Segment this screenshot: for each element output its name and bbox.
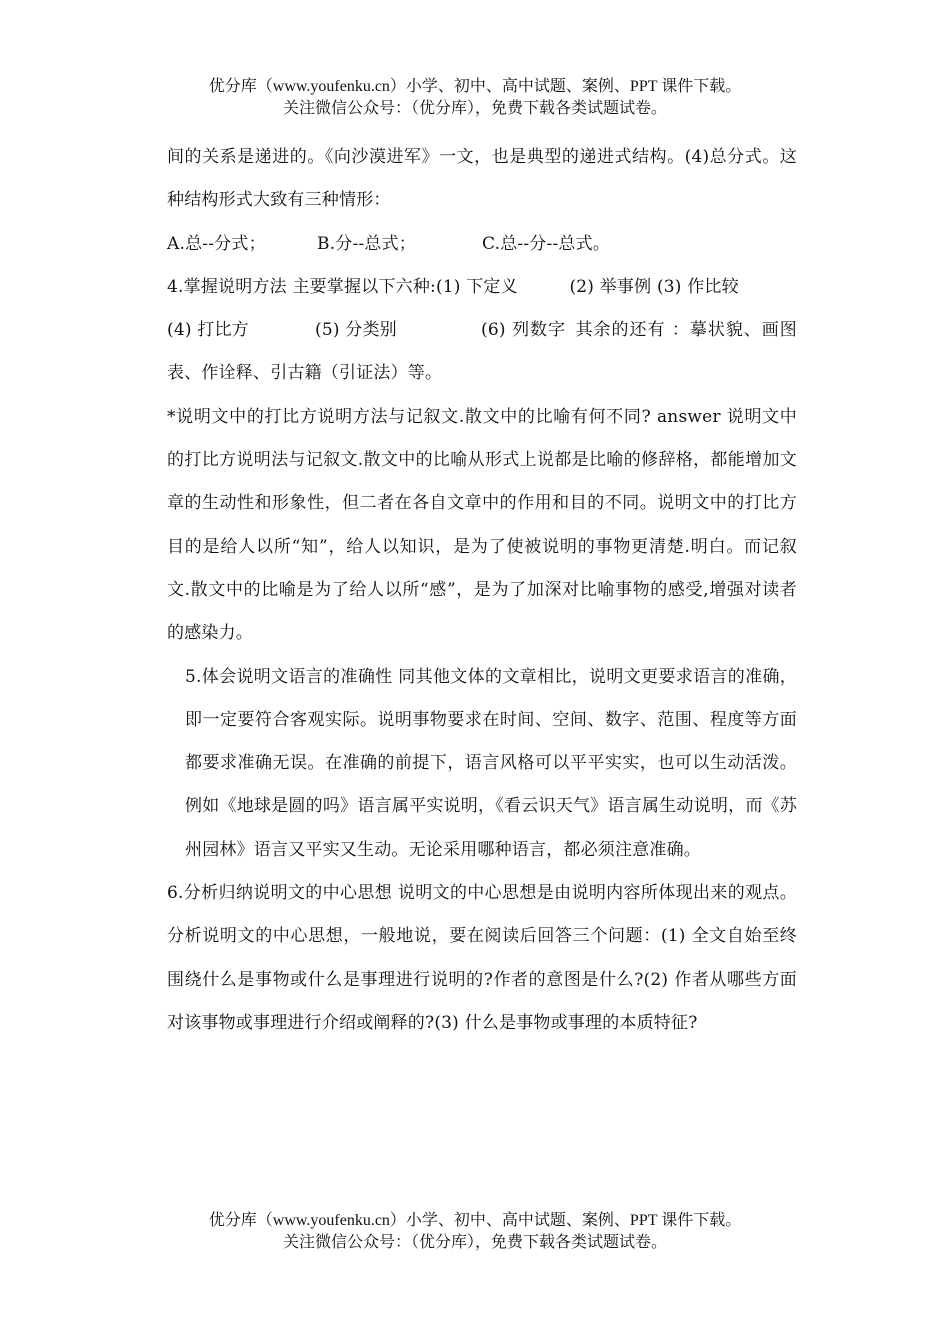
page-header	[0, 76, 950, 120]
type-b: B.分--总式；	[317, 233, 416, 254]
document-body	[167, 136, 797, 1045]
method-example: (2) 举事例	[569, 276, 652, 297]
methods-intro: 4.掌握说明方法 主要掌握以下六种:(1) 下定义	[167, 276, 518, 297]
method-analogy: (4) 打比方	[167, 320, 249, 341]
footer-line-2: 关注微信公众号：（优分库），免费下载各类试题试卷。	[282, 1234, 667, 1251]
paragraph-explanation-methods	[167, 266, 797, 309]
footer-line-1: 优分库（www.youfenku.cn）小学、初中、高中试题、案例、PPT 课件下载。	[208, 1212, 742, 1229]
header-line-1: 优分库（www.youfenku.cn）小学、初中、高中试题、案例、PPT 课件下载。	[208, 78, 742, 95]
paragraph-structure-types	[167, 223, 797, 266]
paragraph-central-idea: 6.分析归纳说明文的中心思想 说明文的中心思想是由说明内容所体现出来的观点。分析说明文的中心思想，一般地说，要在阅读后回答三个问题：(1) 全文自始至终围绕什么是事物或什么是事理进行说明的?作者的意图是什么?(2) 作者从哪些方面对该事物或事理进行介绍或阐释的?(3) 什么是事物或事理的本质特征?	[167, 883, 797, 1033]
paragraph-language-accuracy: 5.体会说明文语言的准确性 同其他文体的文章相比，说明文更要求语言的准确，即一定要符合客观实际。说明事物要求在时间、空间、数字、范围、程度等方面都要求准确无误。在准确的前提下，语言风格可以平平实实，也可以生动活泼。例如《地球是圆的吗》语言属平实说明，《看云识天气》语言属生动说明，而《苏州园林》语言又平实又生动。无论采用哪种语言，都必须注意准确。	[185, 666, 797, 860]
header-line-2: 关注微信公众号：（优分库），免费下载各类试题试卷。	[282, 100, 667, 117]
type-a: A.总--分式；	[167, 233, 266, 254]
paragraph-methods-more	[167, 309, 797, 396]
type-c: C.总--分--总式。	[482, 233, 610, 254]
page-footer	[0, 1210, 950, 1254]
paragraph-structure-progressive: 间的关系是递进的。《向沙漠进军》一文，也是典型的递进式结构。(4)总分式。这种结构形式大致有三种情形：	[167, 147, 797, 211]
method-classify: (5) 分类别	[315, 320, 397, 341]
method-numbers: (6) 列数字	[481, 320, 567, 341]
paragraph-analogy-vs-metaphor: *说明文中的打比方说明方法与记叙文.散文中的比喻有何不同? answer 说明文中的打比方说明法与记叙文.散文中的比喻从形式上说都是比喻的修辞格，都能增加文章的生动性和形象性，但二者在各自文章中的作用和目的不同。说明文中的打比方目的是给人以所“知”，给人以知识，是为了使被说明的事物更清楚.明白。而记叙文.散文中的比喻是为了给人以所“感”，是为了加深对比喻事物的感受,增强对读者的感染力。	[167, 406, 797, 644]
method-compare: (3) 作比较	[656, 276, 739, 297]
methods-other: 其余的还有 ：摹状貌、画图表、作诠释、引古籍（引证法）等。	[167, 320, 797, 384]
